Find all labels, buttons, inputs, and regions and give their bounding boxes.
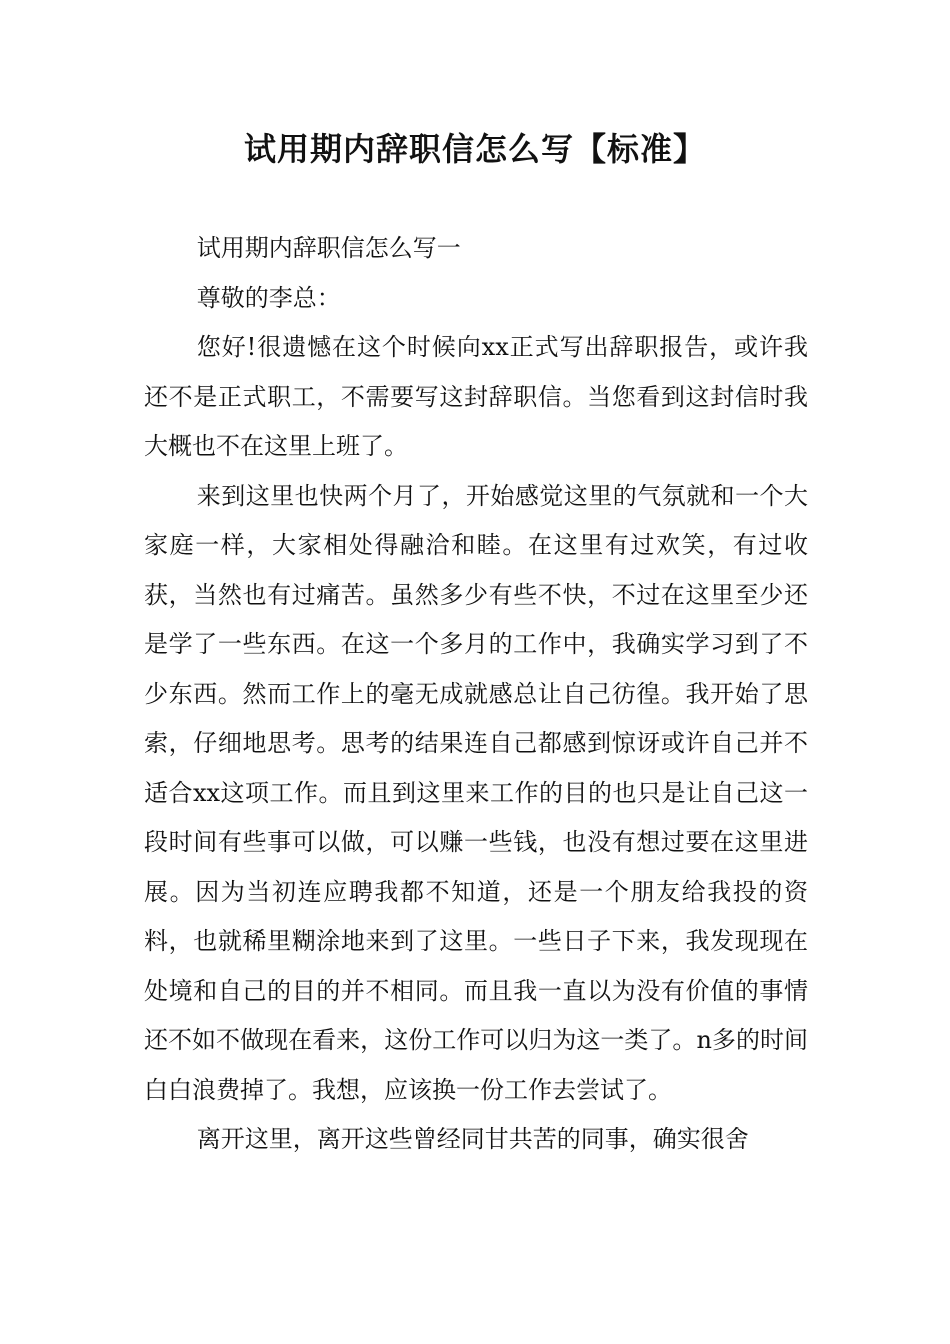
paragraph-closing: 离开这里，离开这些曾经同甘共苦的同事，确实很舍 [196,1125,749,1153]
paragraph-greeting: 您好!很遗憾在这个时候向xx正式写出辞职报告，或许我还不是正式职工，不需要写这封辞职信。当您看到这封信时我大概也不在这里上班了。 [144,333,808,460]
document-body [144,224,808,1165]
paragraph-main: 来到这里也快两个月了，开始感觉这里的气氛就和一个大家庭一样，大家相处得融洽和睦。在这里有过欢笑，有过收获，当然也有过痛苦。虽然多少有些不快，不过在这里至少还是学了一些东西。在这一个多月的工作中，我确实学习到了不少东西。然而工作上的毫无成就感总让自己彷徨。我开始了思索，仔细地思考。思考的结果连自己都感到惊讶或许自己并不适合xx这项工作。而且到这里来工作的目的也只是让自己这一段时间有些事可以做，可以赚一些钱，也没有想过要在这里进展。因为当初连应聘我都不知道，还是一个朋友给我投的资料，也就稀里糊涂地来到了这里。一些日子下来，我发现现在处境和自己的目的并不相同。而且我一直以为没有价值的事情还不如不做现在看来，这份工作可以归为这一类了。n多的时间白白浪费掉了。我想，应该换一份工作去尝试了。 [144,481,808,1104]
paragraph-salutation: 尊敬的李总： [196,283,341,312]
document-title: 试用期内辞职信怎么写【标准】 [243,130,706,168]
paragraph-subtitle: 试用期内辞职信怎么写一 [196,234,461,262]
